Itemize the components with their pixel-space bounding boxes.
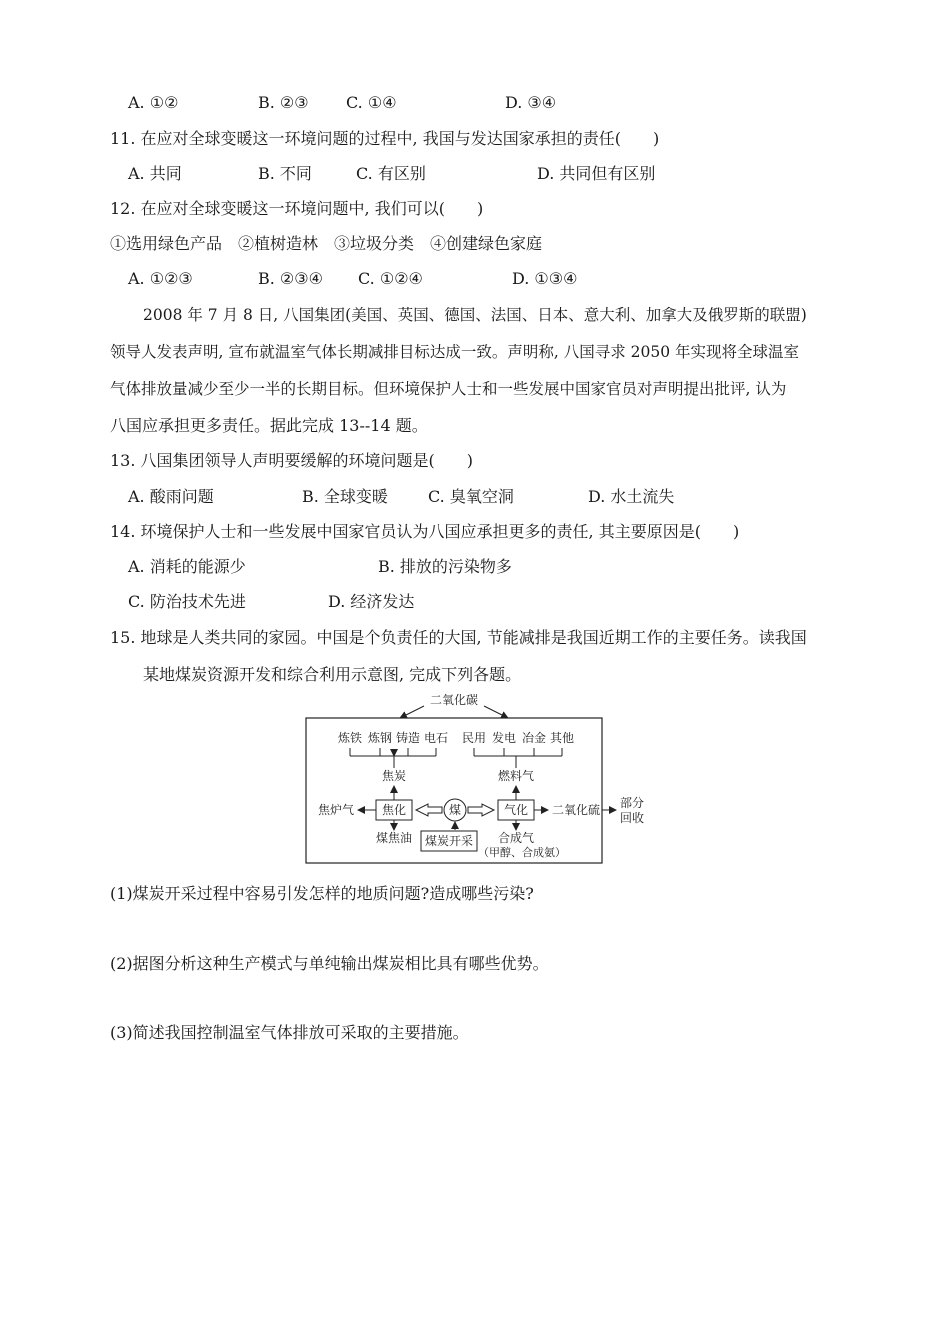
q11-stem: 11. 在应对全球变暖这一环境问题的过程中, 我国与发达国家承担的责任( ) (110, 129, 660, 148)
fuel-gas-label: 燃料气 (497, 769, 535, 783)
q10-option-d: D. ③④ (505, 93, 557, 112)
q14-option-a: A. 消耗的能源少 (128, 557, 246, 576)
coal-tar-label: 煤焦油 (375, 831, 413, 845)
use-civil: 民用 (461, 731, 487, 745)
q12-stem: 12. 在应对全球变暖这一环境问题中, 我们可以( ) (110, 199, 484, 218)
q12-option-d: D. ①③④ (512, 269, 578, 288)
coal-utilization-diagram (304, 688, 654, 868)
mining-label: 煤炭开采 (424, 834, 474, 848)
coal-label: 煤 (448, 803, 462, 817)
q13-option-a: A. 酸雨问题 (128, 487, 214, 506)
q12-option-c: C. ①②④ (358, 269, 423, 288)
use-steel: 炼钢 (367, 731, 393, 745)
coke-oven-gas-label: 焦炉气 (317, 803, 355, 817)
q10-option-b: B. ②③ (258, 93, 309, 112)
partial-label-1: 部分 (619, 796, 645, 810)
passage-line-1: 2008 年 7 月 8 日, 八国集团(美国、英国、德国、法国、日本、意大利、加拿大及俄罗斯的联盟) (143, 306, 807, 324)
co2-label: 二氧化碳 (429, 693, 479, 707)
arrow-to-gasification (468, 804, 494, 816)
syngas-label: 合成气 (497, 831, 535, 845)
q15-sub-3: (3)简述我国控制温室气体排放可采取的主要措施。 (110, 1023, 469, 1042)
use-carbide: 电石 (423, 731, 449, 745)
q13-option-d: D. 水土流失 (588, 487, 675, 506)
use-iron: 炼铁 (337, 731, 363, 745)
q14-stem: 14. 环境保护人士和一些发展中国家官员认为八国应承担更多的责任, 其主要原因是( ) (110, 522, 740, 541)
syngas-note: （甲醇、合成氨） (478, 846, 566, 859)
so2-label: 二氧化硫 (551, 803, 601, 817)
q12-option-b: B. ②③④ (258, 269, 323, 288)
use-power: 发电 (491, 731, 517, 745)
q15-stem-line-2: 某地煤炭资源开发和综合利用示意图, 完成下列各题。 (143, 665, 522, 684)
coke-label: 焦炭 (381, 769, 407, 783)
use-other: 其他 (549, 731, 575, 745)
q14-option-b: B. 排放的污染物多 (378, 557, 512, 576)
q12-option-a: A. ①②③ (128, 269, 193, 288)
q14-option-c: C. 防治技术先进 (128, 592, 246, 611)
q13-stem: 13. 八国集团领导人声明要缓解的环境问题是( ) (110, 451, 474, 470)
q11-option-a: A. 共同 (128, 164, 182, 183)
passage-line-3: 气体排放量减少至少一半的长期目标。但环境保护人士和一些发展中国家官员对声明提出批评, 认为 (110, 380, 787, 398)
q10-option-c: C. ①④ (346, 93, 397, 112)
q14-option-d: D. 经济发达 (328, 592, 415, 611)
q11-option-c: C. 有区别 (356, 164, 426, 183)
q12-items: ①选用绿色产品 ②植树造林 ③垃圾分类 ④创建绿色家庭 (110, 234, 543, 253)
q15-sub-1: (1)煤炭开采过程中容易引发怎样的地质问题?造成哪些污染? (110, 884, 534, 903)
arrow-to-coking (416, 804, 442, 816)
q11-option-d: D. 共同但有区别 (537, 164, 656, 183)
passage-line-2: 领导人发表声明, 宣布就温室气体长期减排目标达成一致。声明称, 八国寻求 2050 年实现将全球温室 (110, 343, 800, 361)
q15-sub-2: (2)据图分析这种生产模式与单纯输出煤炭相比具有哪些优势。 (110, 954, 549, 973)
use-metallurgy: 冶金 (521, 731, 547, 745)
gasification-label: 气化 (503, 803, 529, 817)
coking-label: 焦化 (381, 803, 407, 817)
partial-label-2: 回收 (619, 811, 645, 825)
q11-option-b: B. 不同 (258, 164, 312, 183)
use-casting: 铸造 (395, 731, 421, 745)
q10-option-a: A. ①② (128, 93, 179, 112)
q13-option-c: C. 臭氧空洞 (428, 487, 514, 506)
passage-line-4: 八国应承担更多责任。据此完成 13--14 题。 (110, 416, 428, 435)
q15-stem-line-1: 15. 地球是人类共同的家园。中国是个负责任的大国, 节能减排是我国近期工作的主要任务。读我国 (110, 628, 807, 647)
co2-arrow-right (484, 706, 508, 718)
q13-option-b: B. 全球变暖 (302, 487, 388, 506)
co2-arrow-left (400, 706, 424, 718)
